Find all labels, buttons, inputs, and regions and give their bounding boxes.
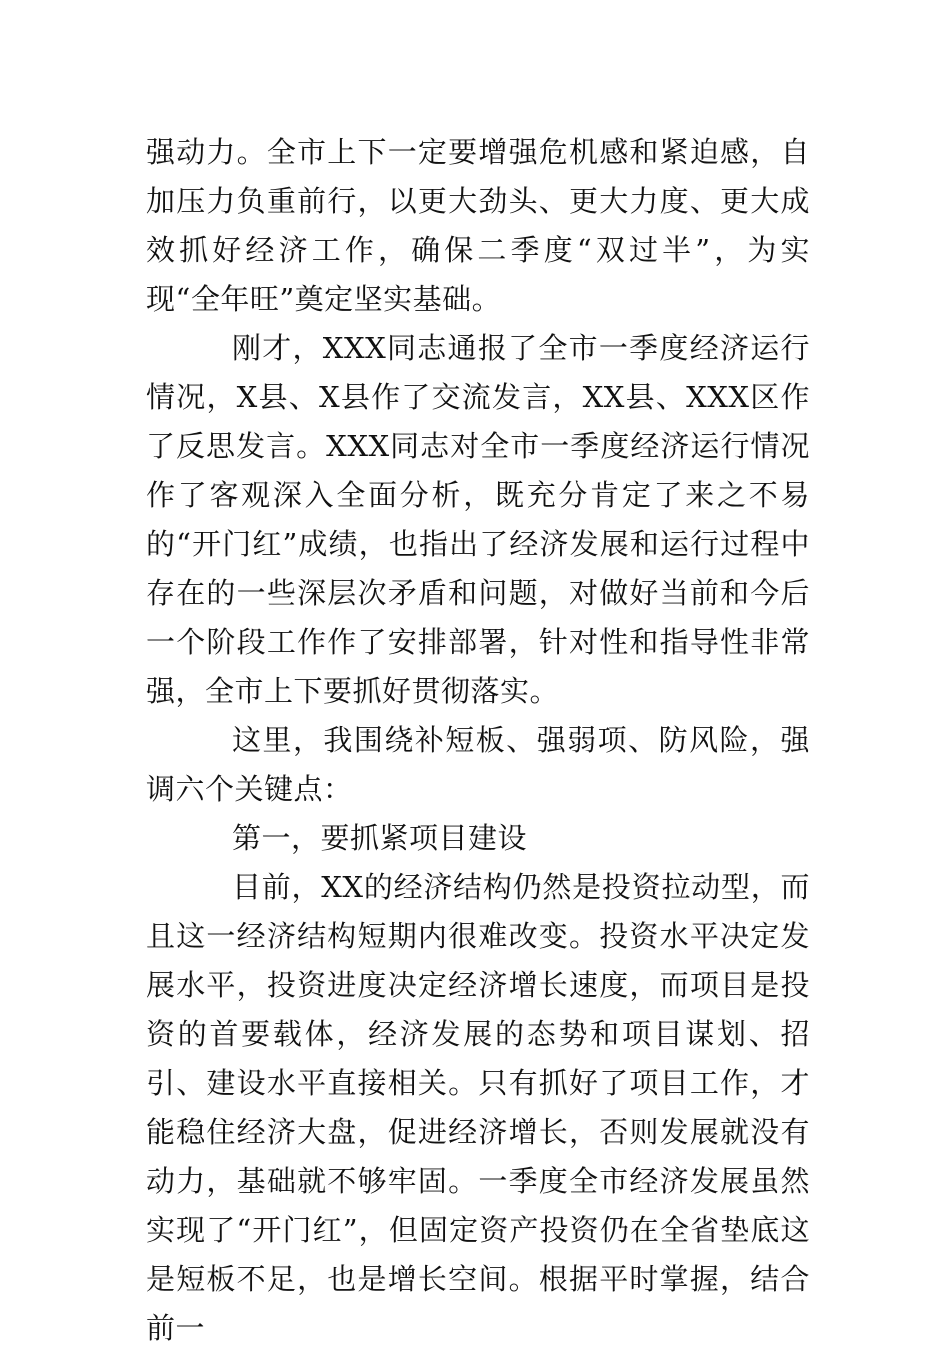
section-heading-project-construction: 第一，要抓紧项目建设 (232, 821, 528, 855)
paragraph-meeting-summary: 刚才，XXX同志通报了全市一季度经济运行情况，X县、X县作了交流发言，XX县、XXX区作了反思发言。XXX同志对全市一季度经济运行情况作了客观深入全面分析，既充分肯定了来之不易的“开门红”成绩，也指出了经济发展和运行过程中存在的一些深层次矛盾和问题，对做好当前和今后一个阶段工作作了安排部署，针对性和指导性非常强，全市上下要抓好贯彻落实。 (146, 331, 810, 708)
paragraph-key-points-intro: 这里，我围绕补短板、强弱项、防风险，强调六个关键点： (146, 723, 810, 806)
paragraph-investment-structure: 目前，XX的经济结构仍然是投资拉动型，而且这一经济结构短期内很难改变。投资水平决定发展水平，投资进度决定经济增长速度，而项目是投资的首要载体，经济发展的态势和项目谋划、招引、建设水平直接相关。只有抓好了项目工作，才能稳住经济大盘，促进经济增长，否则发展就没有动力，基础就不够牢固。一季度全市经济发展虽然实现了“开门红”，但固定资产投资仍在全省垫底这是短板不足，也是增长空间。根据平时掌握，结合前一 (146, 870, 810, 1345)
paragraph-continuation: 强动力。全市上下一定要增强危机感和紧迫感，自加压力负重前行，以更大劲头、更大力度、更大成效抓好经济工作，确保二季度“双过半”，为实现“全年旺”奠定坚实基础。 (146, 135, 810, 316)
document-body (146, 128, 810, 1353)
